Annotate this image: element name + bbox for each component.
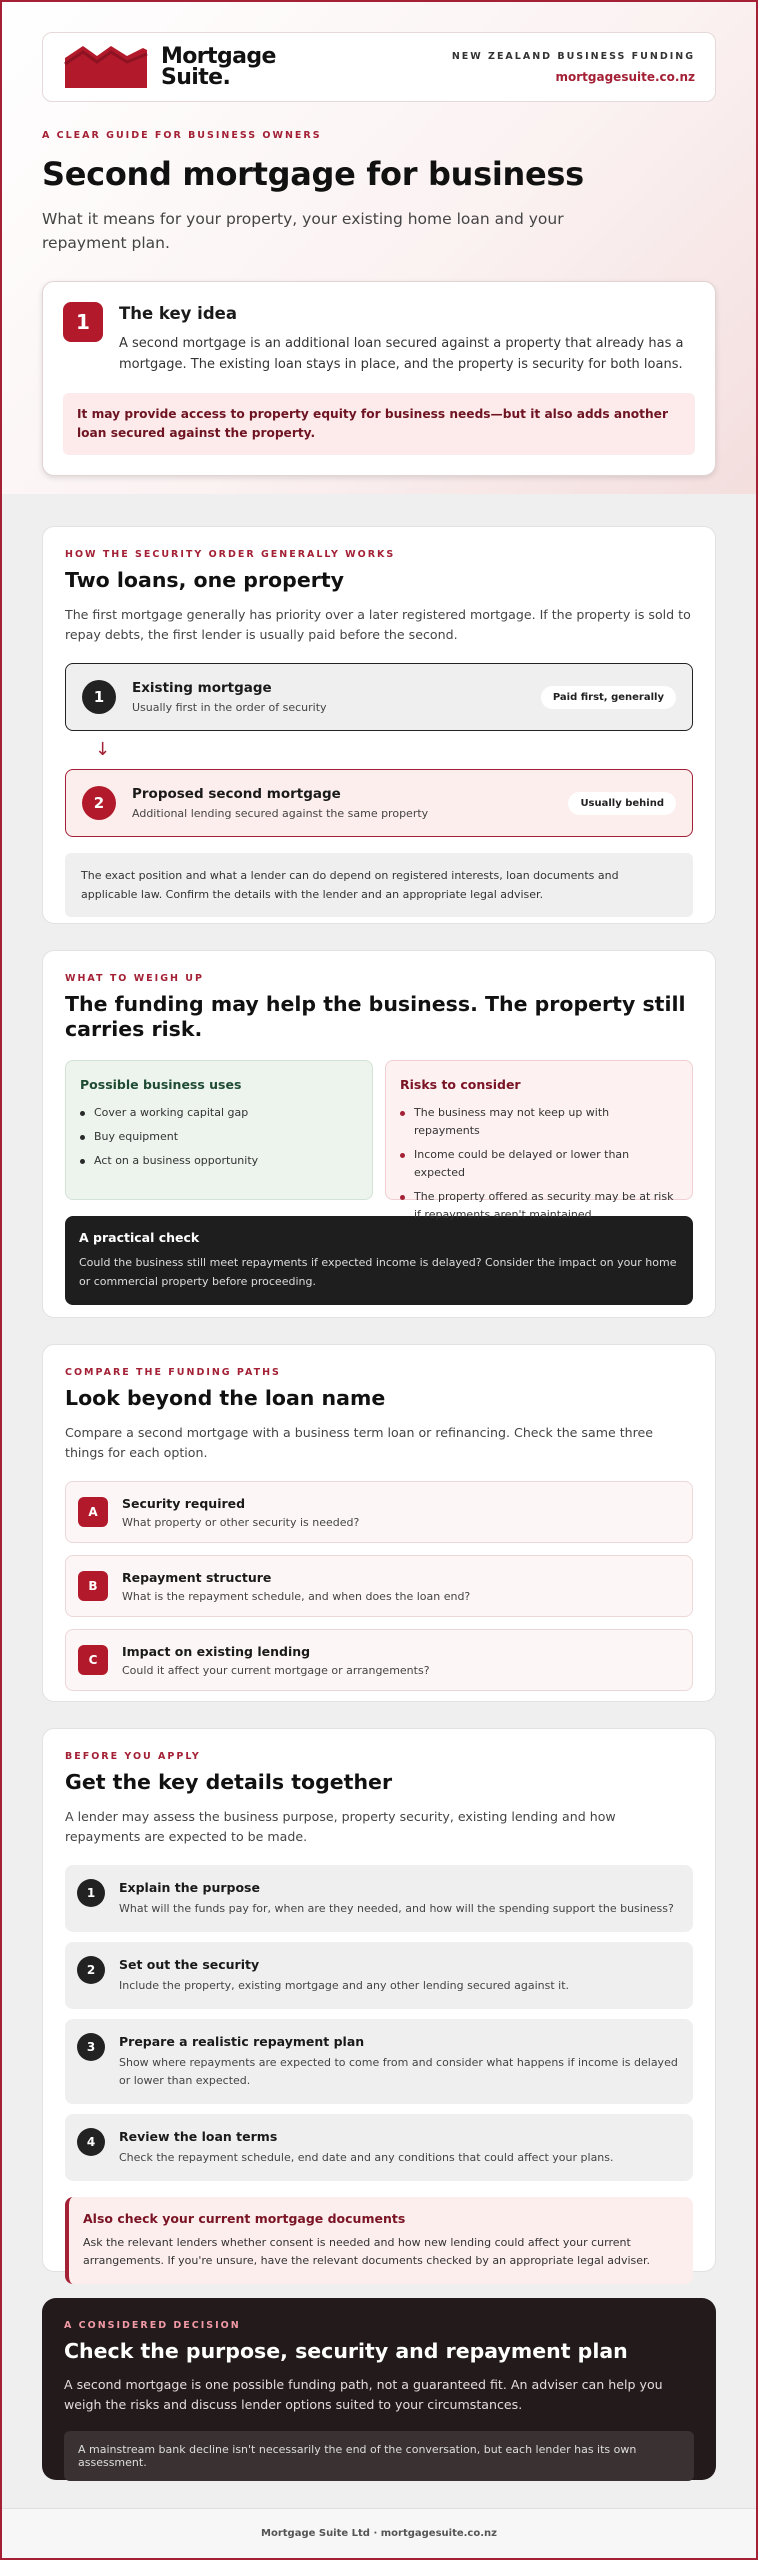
alert-title: Also check your current mortgage documents [83,2211,406,2226]
step-title: Prepare a realistic repayment plan [119,2034,365,2049]
page-title: Second mortgage for business [42,155,584,193]
compare-intro: Compare a second mortgage with a business term loan or refinancing. Check the same three things for each option. [65,1425,654,1460]
compare-item [65,1481,693,1543]
logo-line-2: Suite. [161,65,231,90]
compare-item [65,1629,693,1691]
list-item: Act on a business opportunity [80,1152,358,1170]
hero-lead: What it means for your property, your existing home loan and your repayment plan. [42,210,564,252]
letter-badge: B [78,1571,108,1601]
business-uses-card [65,1060,373,1200]
compare-item-sub: What property or other security is needed? [122,1515,360,1529]
brand-url-link[interactable]: mortgagesuite.co.nz [555,69,695,84]
compare-item-title: Impact on existing lending [122,1643,311,1659]
brand-bar [42,32,716,102]
decision-eyebrow: A CONSIDERED DECISION [64,2320,241,2331]
key-idea-card [42,281,716,476]
logo-wordmark [161,46,276,88]
compare-item-sub: What is the repayment schedule, and when does the loan end? [122,1589,471,1603]
practical-check-card [65,1216,693,1305]
letter-badge: A [78,1497,108,1527]
brand-tagline: NEW ZEALAND BUSINESS FUNDING [451,50,695,62]
proposed-number: 2 [82,786,116,820]
key-number-badge: 1 [63,302,103,342]
step-number: 4 [77,2128,105,2156]
step-number: 1 [77,1879,105,1907]
alert-body: Ask the relevant lenders whether consent is needed and how new lending could affect your current arrangements. If you're unsure, have the relevant documents checked by an appropriate legal adviser. [83,2236,651,2267]
apply-intro: A lender may assess the business purpose, property security, existing lending and how repayments are expected to be made. [65,1809,616,1844]
list-item: The business may not keep up with repayments [400,1104,678,1140]
proposed-title: Proposed second mortgage [132,786,341,802]
letter-badge: C [78,1645,108,1675]
compare-title: Look beyond the loan name [65,1386,386,1410]
footer [2,2508,756,2558]
key-body: A second mortgage is an additional loan secured against a property that already has a mortgage. The existing loan stays in place, and the property is security for both loans. [119,336,684,372]
brand-info [452,51,695,84]
compare-item-title: Security required [122,1495,246,1511]
mortgage-documents-alert [65,2197,693,2284]
list-item: Cover a working capital gap [80,1104,358,1122]
apply-title: Get the key details together [65,1770,393,1794]
step-item [65,1942,693,2009]
step-item [65,1865,693,1932]
key-title: The key idea [119,304,237,323]
risks-title: Risks to consider [400,1077,521,1092]
security-intro: The first mortgage generally has priority over a later registered mortgage. If the property is sold to repay debts, the first lender is usually paid before the second. [65,607,691,642]
logo[interactable] [63,44,276,90]
step-sub: What will the funds pay for, when are they needed, and how will the spending support the business? [119,1902,674,1915]
step-sub: Show where repayments are expected to come from and consider what happens if income is delayed or lower than expected. [119,2056,678,2087]
before-you-apply-section [42,1728,716,2272]
existing-pill: Paid first, generally [541,686,676,709]
list-item: The property offered as security may be at risk if repayments aren't maintained [400,1188,678,1224]
compare-section [42,1344,716,1702]
step-title: Review the loan terms [119,2129,278,2144]
existing-mortgage-box [65,663,693,731]
step-title: Explain the purpose [119,1880,260,1895]
check-title: A practical check [79,1230,200,1245]
proposed-mortgage-box [65,769,693,837]
compare-item [65,1555,693,1617]
logo-line-1: Mortgage [161,44,276,69]
list-item: Income could be delayed or lower than expected [400,1146,678,1182]
hero-eyebrow: A CLEAR GUIDE FOR BUSINESS OWNERS [42,130,322,141]
proposed-pill: Usually behind [568,792,676,815]
existing-title: Existing mortgage [132,680,272,696]
house-roof-icon [63,44,149,90]
existing-number: 1 [82,680,116,714]
step-item [65,2114,693,2181]
weigh-up-section [42,950,716,1318]
check-body: Could the business still meet repayments if expected income is delayed? Consider the impact on your home or commercial property before proceeding. [79,1256,677,1288]
compare-eyebrow: COMPARE THE FUNDING PATHS [65,1367,281,1378]
security-title: Two loans, one property [65,568,344,592]
arrow-down-icon: ↓ [95,739,111,760]
step-number: 3 [77,2033,105,2061]
decision-title: Check the purpose, security and repayment plan [64,2339,628,2363]
considered-decision-section [42,2298,716,2480]
proposed-sub: Additional lending secured against the same property [132,807,429,820]
security-eyebrow: HOW THE SECURITY ORDER GENERALLY WORKS [65,549,396,560]
weigh-eyebrow: WHAT TO WEIGH UP [65,973,204,984]
risks-card [385,1060,693,1221]
step-title: Set out the security [119,1957,260,1972]
list-item: Buy equipment [80,1128,358,1146]
step-item [65,2019,693,2104]
footer-text: Mortgage Suite Ltd · mortgagesuite.co.nz [261,2528,497,2539]
weigh-title: The funding may help the business. The property still carries risk. [65,992,686,1041]
step-number: 2 [77,1956,105,1984]
apply-eyebrow: BEFORE YOU APPLY [65,1751,201,1762]
step-sub: Check the repayment schedule, end date and any conditions that could affect your plans. [119,2151,614,2164]
uses-title: Possible business uses [80,1077,242,1092]
existing-sub: Usually first in the order of security [132,701,327,714]
decision-intro: A second mortgage is one possible funding path, not a guaranteed fit. An adviser can help you weigh the risks and discuss lender options suited to your circumstances. [64,2377,663,2412]
security-note: The exact position and what a lender can do depend on registered interests, loan documents and applicable law. Confirm the details with the lender and an appropriate legal adviser. [65,853,693,917]
decision-note: A mainstream bank decline isn't necessarily the end of the conversation, but each lender has its own assessment. [64,2431,694,2481]
step-sub: Include the property, existing mortgage and any other lending secured against it. [119,1979,570,1992]
hero-section [2,2,756,494]
security-order-section [42,526,716,924]
key-note: It may provide access to property equity for business needs—but it also adds another loan secured against the property. [63,393,695,455]
compare-item-title: Repayment structure [122,1569,272,1585]
compare-item-sub: Could it affect your current mortgage or arrangements? [122,1663,430,1677]
